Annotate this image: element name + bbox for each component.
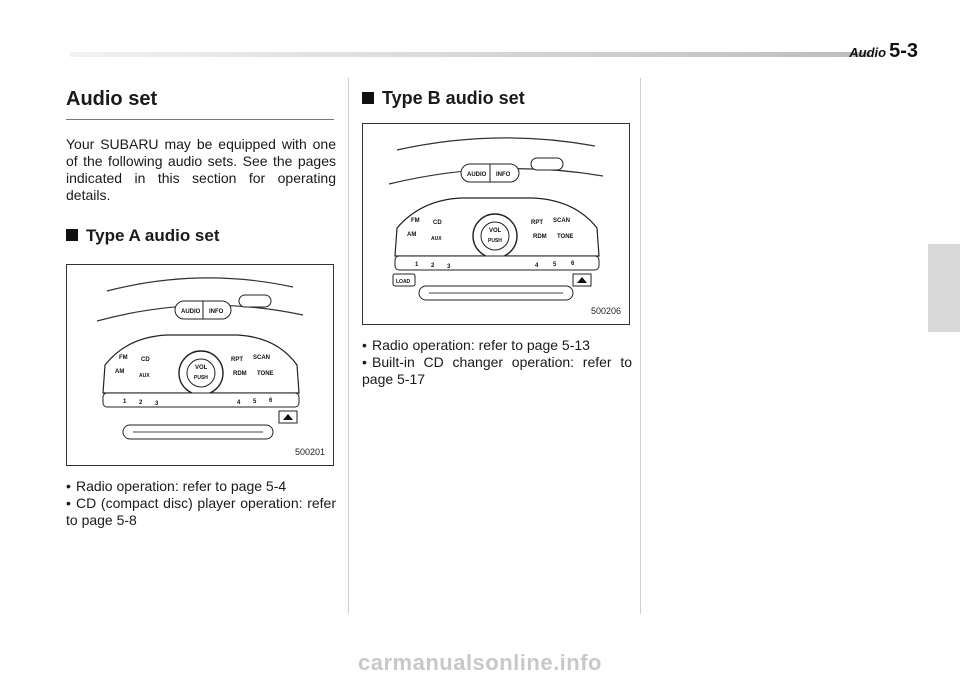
cd-label-b: CD xyxy=(433,220,442,226)
chapter-tab xyxy=(928,244,960,332)
bullet-icon: • xyxy=(66,478,71,494)
list-item xyxy=(362,337,632,354)
type-a-heading-text: Type A audio set xyxy=(86,226,220,245)
svg-text:6: 6 xyxy=(269,398,273,404)
type-b-heading-text: Type B audio set xyxy=(382,88,525,108)
type-b-figure xyxy=(362,123,630,325)
fm-label-b: FM xyxy=(411,218,420,224)
page-header xyxy=(849,40,918,63)
rdm-label-b: RDM xyxy=(533,234,547,240)
info-button-label-b: INFO xyxy=(496,172,511,178)
header-rule xyxy=(70,52,870,57)
svg-text:2: 2 xyxy=(431,263,435,269)
scan-label: SCAN xyxy=(253,355,271,361)
svg-text:6: 6 xyxy=(571,261,575,267)
type-a-heading xyxy=(66,226,336,246)
svg-text:4: 4 xyxy=(535,263,539,269)
watermark: carmanualsonline.info xyxy=(358,650,602,675)
page-number: 5-3 xyxy=(889,40,918,62)
svg-text:2: 2 xyxy=(139,400,143,406)
intro-paragraph: Your SUBARU may be equipped with one of the following audio sets. See the pages indicated in this section for operating details. xyxy=(66,136,336,203)
push-label: PUSH xyxy=(194,375,208,381)
svg-text:5: 5 xyxy=(553,262,557,268)
svg-text:3: 3 xyxy=(447,264,451,270)
type-b-radio-illustration xyxy=(363,124,629,324)
bullet-text: Radio operation: refer to page 5-13 xyxy=(372,337,590,353)
bullet-text: Radio operation: refer to page 5-4 xyxy=(76,478,287,494)
figure-id: 500206 xyxy=(590,306,621,316)
list-item xyxy=(66,495,336,529)
fm-label: FM xyxy=(119,355,128,361)
column-divider-1 xyxy=(348,78,349,614)
left-column xyxy=(66,88,336,529)
rpt-label-b: RPT xyxy=(531,220,543,226)
type-b-bullets xyxy=(362,337,632,388)
tone-label: TONE xyxy=(257,371,274,377)
am-label-b: AM xyxy=(407,232,417,238)
vol-label: VOL xyxy=(195,365,208,371)
rdm-label: RDM xyxy=(233,371,247,377)
type-a-figure xyxy=(66,264,334,466)
bullet-text: Built-in CD changer operation: refer to page 5-17 xyxy=(362,354,632,387)
aux-label-b: AUX xyxy=(431,236,442,242)
rpt-label: RPT xyxy=(231,357,243,363)
figure-id: 500201 xyxy=(294,447,325,457)
square-bullet-icon xyxy=(362,92,374,104)
bullet-icon: • xyxy=(66,495,71,511)
column-divider-2 xyxy=(640,78,641,614)
list-item xyxy=(362,354,632,388)
bullet-text: CD (compact disc) player operation: refer to page 5-8 xyxy=(66,495,336,528)
square-bullet-icon xyxy=(66,229,78,241)
cd-label: CD xyxy=(141,357,150,363)
svg-text:4: 4 xyxy=(237,400,241,406)
audio-button-label: AUDIO xyxy=(181,309,201,315)
aux-label: AUX xyxy=(139,373,150,379)
am-label: AM xyxy=(115,369,125,375)
section-title: Audio set xyxy=(66,88,334,120)
svg-text:3: 3 xyxy=(155,401,159,407)
scan-label-b: SCAN xyxy=(553,218,571,224)
svg-text:1: 1 xyxy=(415,262,419,268)
chapter-name: Audio xyxy=(849,45,887,60)
push-label-b: PUSH xyxy=(488,238,502,244)
type-b-heading xyxy=(362,88,632,109)
audio-button-label-b: AUDIO xyxy=(467,172,487,178)
vol-label-b: VOL xyxy=(489,228,502,234)
tone-label-b: TONE xyxy=(557,234,574,240)
svg-text:5: 5 xyxy=(253,399,257,405)
type-a-radio-illustration xyxy=(67,265,333,465)
info-button-label: INFO xyxy=(209,309,224,315)
bullet-icon: • xyxy=(362,337,367,353)
list-item xyxy=(66,478,336,495)
bullet-icon: • xyxy=(362,354,367,370)
svg-text:1: 1 xyxy=(123,399,127,405)
load-label: LOAD xyxy=(396,279,411,285)
middle-column xyxy=(362,88,632,388)
type-a-bullets xyxy=(66,478,336,529)
